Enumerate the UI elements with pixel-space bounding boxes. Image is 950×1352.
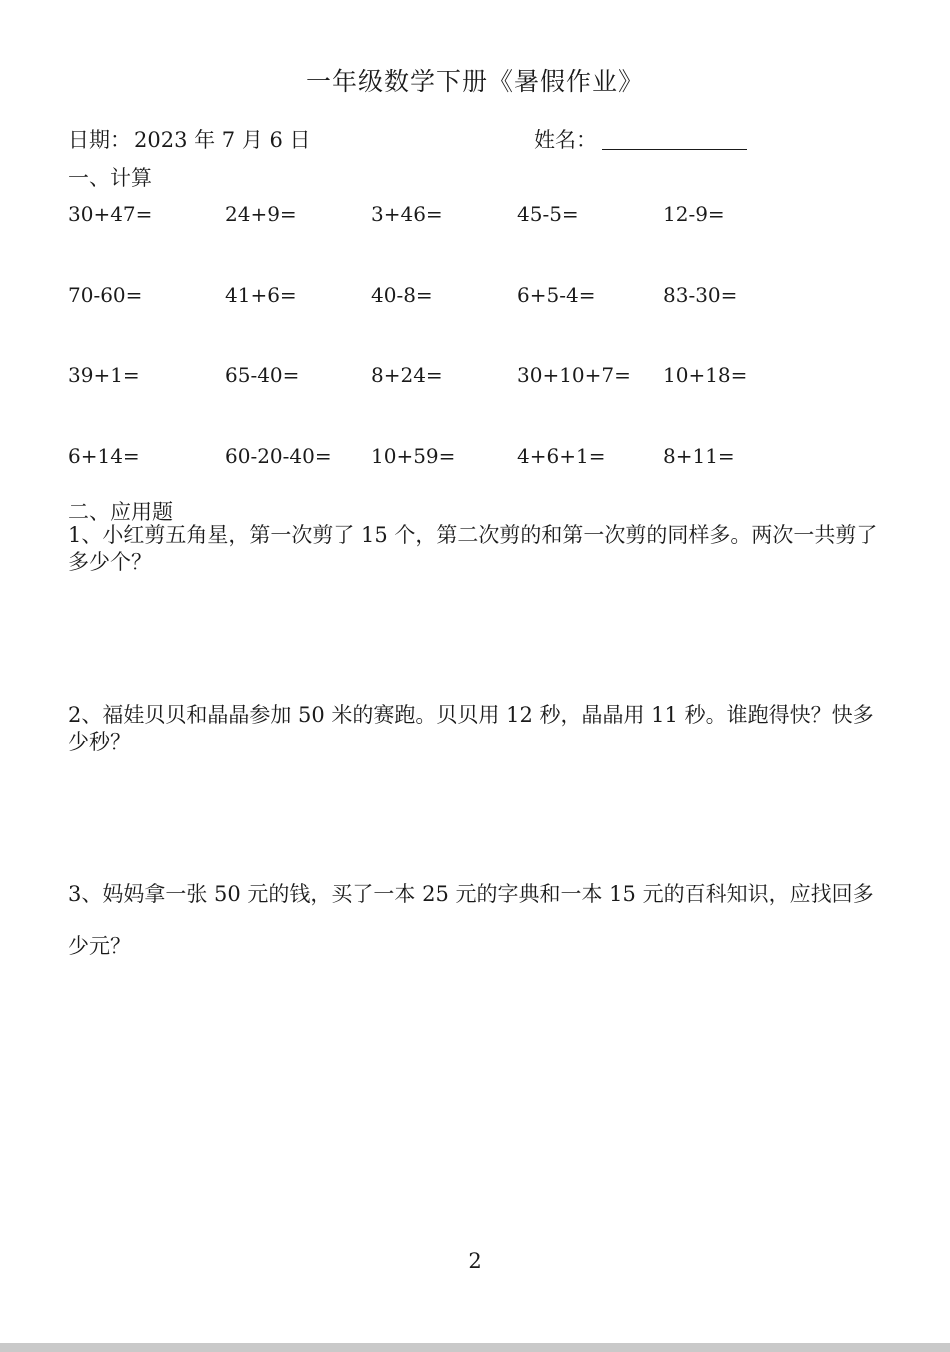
- calc-item: 12-9=: [663, 202, 725, 226]
- calc-item: 3+46=: [371, 202, 443, 226]
- calc-item: 30+10+7=: [517, 363, 631, 387]
- calc-item: 65-40=: [225, 363, 300, 387]
- name-label: 姓名：: [534, 128, 597, 152]
- header-row: [68, 124, 788, 154]
- calc-item: 40-8=: [371, 282, 433, 307]
- calc-row: [68, 363, 828, 444]
- calc-row: [68, 202, 828, 283]
- section-heading-calculation: 一、计算: [68, 166, 152, 190]
- calc-item: 41+6=: [225, 282, 297, 307]
- calc-item: 70-60=: [68, 282, 143, 307]
- viewer-bottom-bar: [0, 1343, 950, 1352]
- word-problem-3: 3、妈妈拿一张 50 元的钱，买了一本 25 元的字典和一本 15 元的百科知识，应找回多少元？: [68, 882, 874, 958]
- calc-item: 8+11=: [663, 443, 735, 468]
- calc-item: 6+14=: [68, 443, 140, 468]
- calc-item: 4+6+1=: [517, 443, 606, 468]
- calc-row: [68, 444, 828, 525]
- word-problem-1: 1、小红剪五角星，第一次剪了 15 个，第二次剪的和第一次剪的同样多。两次一共剪了多少个？: [68, 523, 878, 574]
- calc-item: 83-30=: [663, 282, 738, 307]
- calc-item: 10+18=: [663, 363, 748, 387]
- word-problem-2: 2、福娃贝贝和晶晶参加 50 米的赛跑。贝贝用 12 秒，晶晶用 11 秒。谁跑得快？快多少秒？: [68, 703, 874, 754]
- calc-row: [68, 283, 828, 364]
- calc-item: 8+24=: [371, 363, 443, 387]
- calc-item: 24+9=: [225, 202, 297, 226]
- calc-item: 6+5-4=: [517, 282, 596, 307]
- page-title: 一年级数学下册《暑假作业》: [305, 67, 644, 96]
- date-label: 日期：: [68, 128, 131, 152]
- calc-item: 45-5=: [517, 202, 579, 226]
- section-heading-word-problems: 二、应用题: [68, 500, 173, 524]
- calc-item: 30+47=: [68, 202, 153, 226]
- calculation-grid: [68, 202, 828, 524]
- date-value: 2023 年 7 月 6 日: [134, 128, 311, 152]
- calc-item: 60-20-40=: [225, 443, 332, 468]
- calc-item: 10+59=: [371, 443, 456, 468]
- page-number: 2: [468, 1249, 482, 1273]
- name-blank-line[interactable]: [602, 149, 747, 150]
- calc-item: 39+1=: [68, 363, 140, 387]
